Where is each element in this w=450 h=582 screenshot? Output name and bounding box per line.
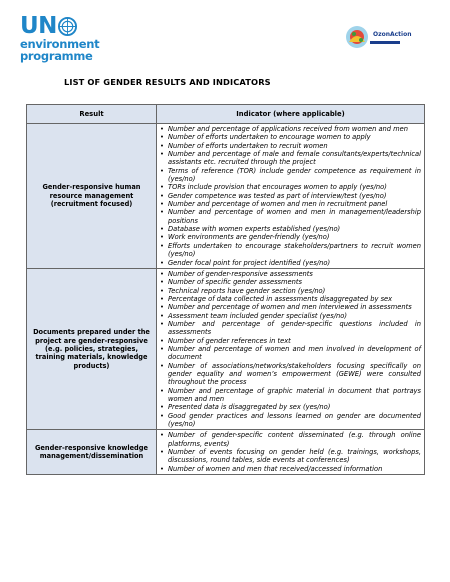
indicator-cell bbox=[157, 268, 425, 430]
table-header-row bbox=[27, 105, 425, 124]
header-indicator: Indicator (where applicable) bbox=[157, 105, 425, 124]
indicator-item: • Gender focal point for project identified (yes/no) bbox=[159, 259, 421, 267]
unep-logo bbox=[20, 14, 100, 62]
indicator-item: • Technical reports have gender section (yes/no) bbox=[159, 287, 421, 295]
indicator-item: • Terms of reference (TOR) include gender competence as requirement in (yes/no) bbox=[159, 167, 421, 184]
indicator-item: • Efforts undertaken to encourage stakeholders/partners to recruit women (yes/no) bbox=[159, 242, 421, 259]
indicator-item: • Number and percentage of women and men in management/leadership positions bbox=[159, 208, 421, 225]
indicator-item: • Database with women experts established (yes/no) bbox=[159, 225, 421, 233]
result-cell: Gender-responsive human resource management (recruitment focused) bbox=[27, 124, 157, 269]
result-cell: Gender-responsive knowledge management/dissemination bbox=[27, 430, 157, 475]
indicator-item: • Number of efforts undertaken to encourage women to apply bbox=[159, 133, 421, 141]
header-result: Result bbox=[27, 105, 157, 124]
indicator-item: • Presented data is disaggregated by sex (yes/no) bbox=[159, 403, 421, 411]
indicator-list bbox=[159, 431, 421, 473]
indicator-item: • Gender competence was tested as part of interview/test (yes/no) bbox=[159, 192, 421, 200]
page-header bbox=[0, 0, 450, 75]
indicator-item: • TORs include provision that encourages women to apply (yes/no) bbox=[159, 183, 421, 191]
table-row bbox=[27, 268, 425, 430]
indicator-item: • Number and percentage of women and men involved in development of document bbox=[159, 345, 421, 362]
indicator-item: • Number of gender-responsive assessments bbox=[159, 270, 421, 278]
indicator-item: • Number of women and men that received/accessed information bbox=[159, 465, 421, 473]
indicator-cell bbox=[157, 124, 425, 269]
indicator-item: • Number of efforts undertaken to recruit women bbox=[159, 142, 421, 150]
indicator-item: • Number and percentage of graphic material in document that portrays women and men bbox=[159, 387, 421, 404]
indicator-item: • Number and percentage of applications received from women and men bbox=[159, 125, 421, 133]
ozonaction-wordmark: OzonAction bbox=[373, 31, 412, 38]
indicator-item: • Assessment team included gender specialist (yes/no) bbox=[159, 312, 421, 320]
table-row bbox=[27, 430, 425, 475]
indicator-item: • Number and percentage of male and female consultants/experts/technical assistants etc. recruited through the project bbox=[159, 150, 421, 167]
unep-letters: UN bbox=[20, 13, 57, 39]
indicator-item: • Number and percentage of gender-specific questions included in assessments bbox=[159, 320, 421, 337]
indicator-item: • Number of events focusing on gender held (e.g. trainings, workshops, discussions, round tables, side events at conferences) bbox=[159, 448, 421, 465]
result-cell: Documents prepared under the project are gender-responsive (e.g. policies, strategies, training materials, knowledge products) bbox=[27, 268, 157, 430]
indicator-item: • Number of gender-specific content disseminated (e.g. through online platforms, events) bbox=[159, 431, 421, 448]
gender-results-table bbox=[26, 104, 425, 475]
table-row bbox=[27, 124, 425, 269]
unep-line-environment: environment bbox=[20, 37, 100, 51]
un-emblem-icon bbox=[58, 17, 77, 36]
indicator-item: • Number of gender references in text bbox=[159, 337, 421, 345]
indicator-cell bbox=[157, 430, 425, 475]
indicator-list bbox=[159, 270, 421, 429]
page-title: LIST OF GENDER RESULTS AND INDICATORS bbox=[64, 77, 271, 87]
indicator-item: • Work environments are gender-friendly (yes/no) bbox=[159, 233, 421, 241]
indicator-item: • Good gender practices and lessons learned on gender are documented (yes/no) bbox=[159, 412, 421, 429]
table-body bbox=[27, 124, 425, 475]
indicator-list bbox=[159, 125, 421, 267]
indicator-item: • Number and percentage of women and men in recruitment panel bbox=[159, 200, 421, 208]
unep-line-programme: programme bbox=[20, 49, 93, 63]
indicator-item: • Number of specific gender assessments bbox=[159, 278, 421, 286]
indicator-item: • Percentage of data collected in assessments disaggregated by sex bbox=[159, 295, 421, 303]
indicator-item: • Number of associations/networks/stakeholders focusing specifically on gender equality and women’s empowerment (GEWE) were consulted throughout the process bbox=[159, 362, 421, 387]
indicator-item: • Number and percentage of women and men interviewed in assessments bbox=[159, 303, 421, 311]
